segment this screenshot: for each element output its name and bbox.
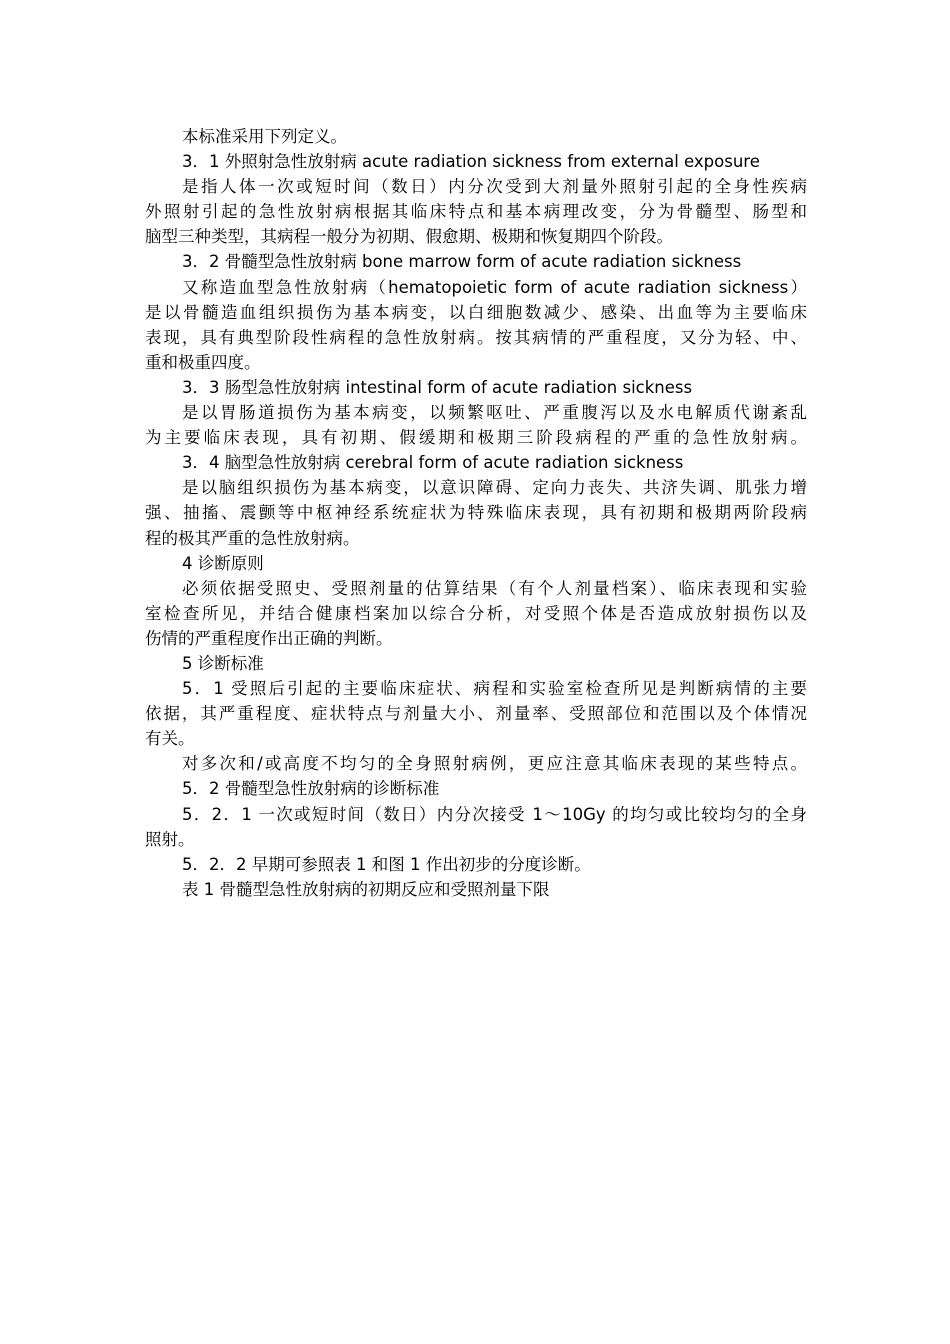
- document-line: 表 1 骨髓型急性放射病的初期反应和受照剂量下限: [182, 879, 550, 899]
- document-line: 3．4 脑型急性放射病 cerebral form of acute radiation sickness: [182, 453, 684, 473]
- document-line: 必须依据受照史、受照剂量的估算结果（有个人剂量档案）、临床表现和实验: [182, 578, 807, 598]
- document-line: 外照射引起的急性放射病根据其临床特点和基本病理改变，分为骨髓型、肠型和: [145, 202, 807, 222]
- document-line: 本标准采用下列定义。: [182, 127, 347, 146]
- document-line: 5．2 骨髓型急性放射病的诊断标准: [182, 779, 440, 799]
- document-line: 重和极重四度。: [145, 352, 261, 372]
- document-line: 3．1 外照射急性放射病 acute radiation sickness from external exposure: [182, 152, 760, 172]
- document-line: 5．2．1 一次或短时间（数日）内分次接受 1～10Gy 的均匀或比较均匀的全身: [182, 804, 807, 824]
- document-line: 5．1 受照后引起的主要临床症状、病程和实验室检查所见是判断病情的主要: [182, 679, 807, 699]
- document-line: 5．2．2 早期可参照表 1 和图 1 作出初步的分度诊断。: [182, 854, 591, 874]
- document-line: 依据，其严重程度、症状特点与剂量大小、剂量率、受照部位和范围以及个体情况: [145, 704, 807, 724]
- document-line: 表现，具有典型阶段性病程的急性放射病。按其病情的严重程度，又分为轻、中、: [145, 327, 807, 347]
- document-line: 4 诊断原则: [182, 553, 264, 573]
- document-line: 脑型三种类型，其病程一般分为初期、假愈期、极期和恢复期四个阶段。: [145, 227, 673, 247]
- document-line: 程的极其严重的急性放射病。: [145, 528, 360, 548]
- document-line: 对多次和/或高度不均匀的全身照射病例，更应注意其临床表现的某些特点。: [182, 754, 807, 774]
- document-line: 3．2 骨髓型急性放射病 bone marrow form of acute radiation sickness: [182, 252, 742, 272]
- document-line: 有关。: [145, 729, 195, 749]
- document-line: 是指人体一次或短时间（数日）内分次受到大剂量外照射引起的全身性疾病: [182, 177, 807, 197]
- document-line: 是以骨髓造血组织损伤为基本病变，以白细胞数减少、感染、出血等为主要临床: [145, 302, 807, 322]
- document-line: 室检查所见，并结合健康档案加以综合分析，对受照个体是否造成放射损伤以及: [145, 603, 807, 623]
- document-line: 又称造血型急性放射病（hematopoietic form of acute radiation sickness）: [182, 277, 807, 297]
- document-line: 5 诊断标准: [182, 653, 264, 673]
- document-line: 3．3 肠型急性放射病 intestinal form of acute radiation sickness: [182, 377, 693, 397]
- document-line: 是以胃肠道损伤为基本病变，以频繁呕吐、严重腹泻以及水电解质代谢紊乱: [182, 403, 807, 423]
- document-line: 强、抽搐、震颤等中枢神经系统症状为特殊临床表现，具有初期和极期两阶段病: [145, 503, 807, 523]
- document-line: 是以脑组织损伤为基本病变，以意识障碍、定向力丧失、共济失调、肌张力增: [182, 478, 807, 498]
- document-body: [145, 124, 807, 902]
- document-line: 照射。: [145, 829, 195, 849]
- document-line: 为主要临床表现，具有初期、假缓期和极期三阶段病程的严重的急性放射病。: [145, 428, 807, 448]
- document-line: 伤情的严重程度作出正确的判断。: [145, 628, 393, 648]
